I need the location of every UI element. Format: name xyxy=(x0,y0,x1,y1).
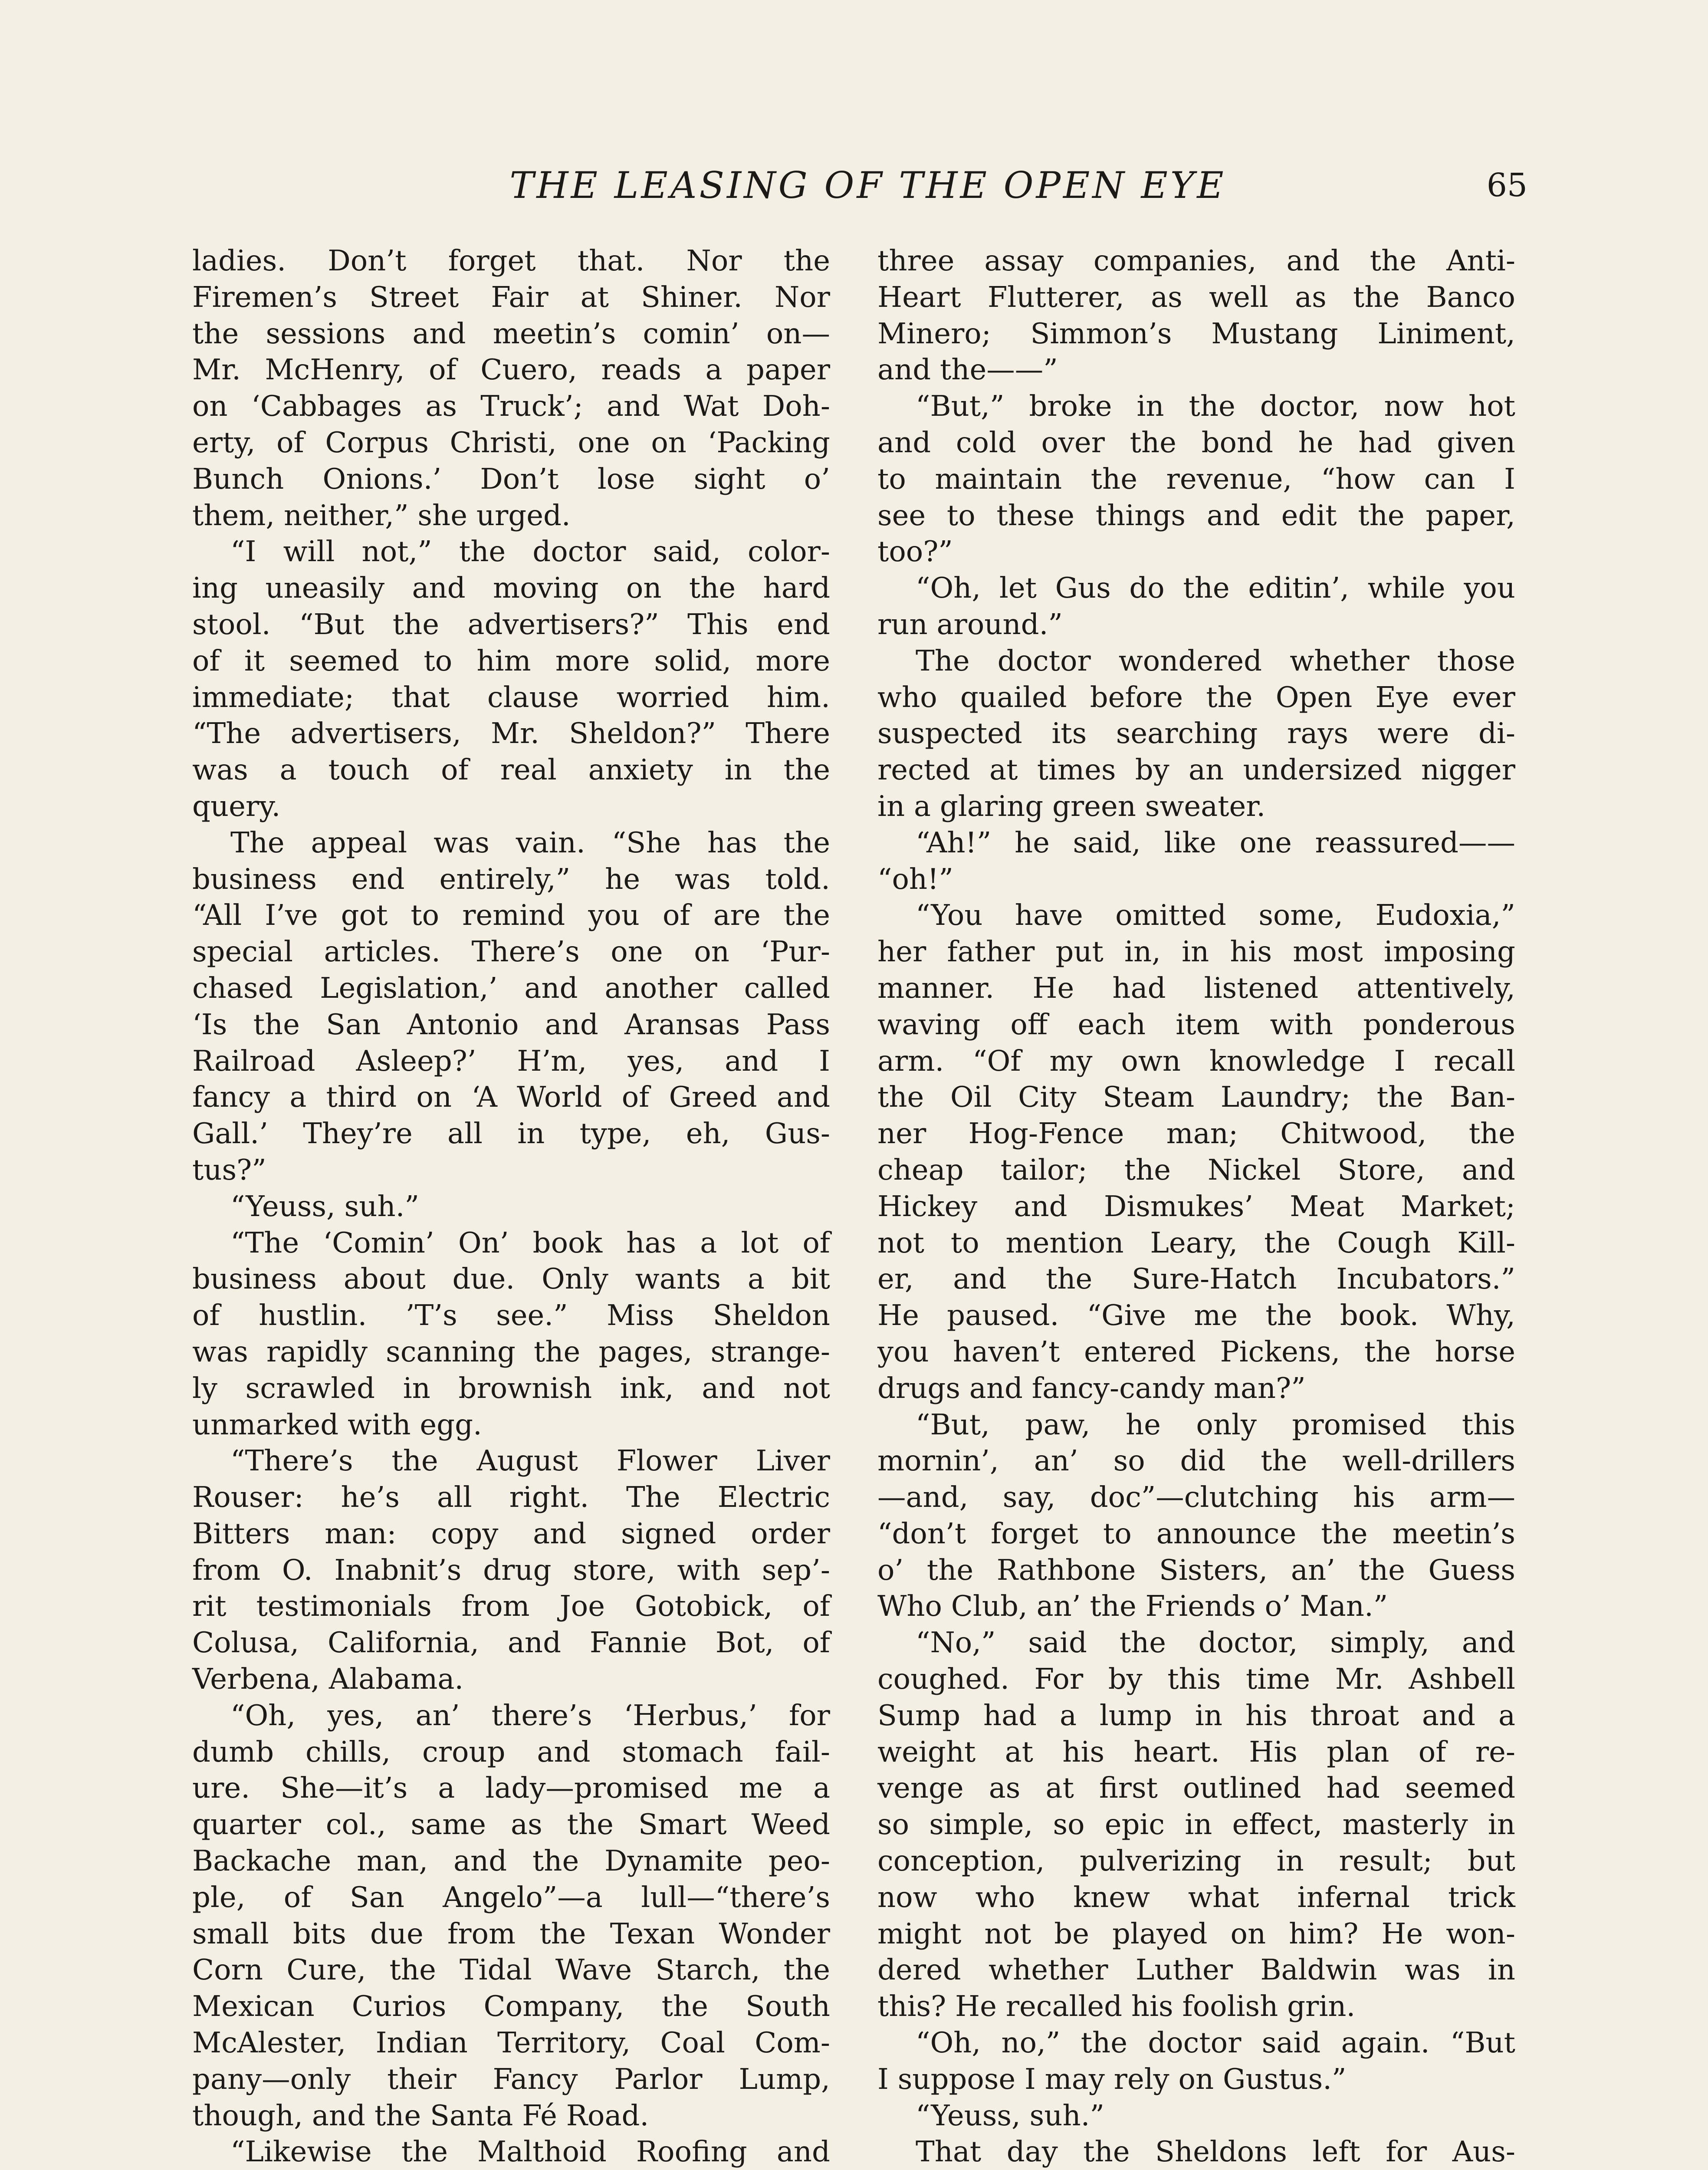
text-line: “The advertisers, Mr. Sheldon?” There xyxy=(192,717,830,750)
text-line: not to mention Leary, the Cough Kill- xyxy=(877,1226,1515,1259)
text-line: “But, paw, he only promised this xyxy=(916,1408,1515,1441)
text-line: fancy a third on ‘A World of Greed and xyxy=(192,1081,830,1114)
text-line: tus?” xyxy=(192,1153,266,1187)
text-line: chased Legislation,’ and another called xyxy=(192,971,830,1005)
text-line: “Likewise the Malthoid Roofing and xyxy=(230,2135,830,2169)
text-line: query. xyxy=(192,789,281,823)
text-line: ladies. Don’t forget that. Nor the xyxy=(192,244,830,277)
text-line: The doctor wondered whether those xyxy=(916,644,1515,677)
text-line: and cold over the bond he had given xyxy=(877,426,1515,459)
text-line: ner Hog-Fence man; Chitwood, the xyxy=(877,1117,1515,1151)
text-line: Heart Flutterer, as well as the Banco xyxy=(877,280,1515,314)
text-line: too?” xyxy=(877,535,953,569)
text-line: though, and the Santa Fé Road. xyxy=(192,2099,649,2132)
left-text-column xyxy=(192,243,830,2170)
text-line: them, neither,” she urged. xyxy=(192,499,571,532)
text-line: That day the Sheldons left for Aus- xyxy=(916,2135,1515,2169)
text-line: immediate; that clause worried him. xyxy=(192,681,830,714)
text-line: “But,” broke in the doctor, now hot xyxy=(916,390,1515,423)
text-line: Corn Cure, the Tidal Wave Starch, the xyxy=(192,1953,830,1987)
text-line: Verbena, Alabama. xyxy=(192,1663,464,1696)
text-line: on ‘Cabbages as Truck’; and Wat Doh- xyxy=(192,390,830,423)
text-line: —and, say, doc”—clutching his arm— xyxy=(877,1481,1515,1514)
text-line: arm. “Of my own knowledge I recall xyxy=(877,1044,1515,1078)
text-line: “Oh, yes, an’ there’s ‘Herbus,’ for xyxy=(230,1699,830,1732)
text-line: The appeal was vain. “She has the xyxy=(230,826,830,859)
text-line: “don’t forget to announce the meetin’s xyxy=(877,1517,1515,1550)
text-line: you haven’t entered Pickens, the horse xyxy=(877,1335,1515,1368)
text-line: conception, pulverizing in result; but xyxy=(877,1844,1515,1878)
page-number: 65 xyxy=(1486,167,1527,204)
text-line: “The ‘Comin’ On’ book has a lot of xyxy=(230,1226,830,1259)
text-line: ing uneasily and moving on the hard xyxy=(192,572,830,605)
text-line: ly scrawled in brownish ink, and not xyxy=(192,1371,830,1405)
text-line: Minero; Simmon’s Mustang Liniment, xyxy=(877,317,1515,350)
text-line: ‘Is the San Antonio and Aransas Pass xyxy=(192,1008,830,1041)
text-line: of hustlin. ’T’s see.” Miss Sheldon xyxy=(192,1299,830,1332)
text-line: so simple, so epic in effect, masterly in xyxy=(877,1808,1515,1841)
text-line: ure. She—it’s a lady—promised me a xyxy=(192,1772,830,1805)
text-line: Sump had a lump in his throat and a xyxy=(877,1699,1515,1732)
text-line: erty, of Corpus Christi, one on ‘Packing xyxy=(192,426,830,459)
text-line: might not be played on him? He won- xyxy=(877,1917,1515,1950)
text-line: coughed. For by this time Mr. Ashbell xyxy=(877,1663,1515,1696)
text-line: Colusa, California, and Fannie Bot, of xyxy=(192,1626,830,1660)
text-line: Hickey and Dismukes’ Meat Market; xyxy=(877,1190,1515,1223)
text-line: and the——” xyxy=(877,353,1058,387)
text-line: “Yeuss, suh.” xyxy=(916,2099,1104,2132)
text-line: special articles. There’s one on ‘Pur- xyxy=(192,935,830,969)
text-line: cheap tailor; the Nickel Store, and xyxy=(877,1153,1515,1187)
text-line: “There’s the August Flower Liver xyxy=(230,1444,830,1478)
text-line: suspected its searching rays were di- xyxy=(877,717,1515,750)
text-line: “Ah!” he said, like one reassured—— xyxy=(916,826,1515,859)
text-line: “Oh, let Gus do the editin’, while you xyxy=(916,572,1515,605)
text-line: now who knew what infernal trick xyxy=(877,1881,1515,1914)
text-line: ple, of San Angelo”—a lull—“there’s xyxy=(192,1881,830,1914)
text-line: business end entirely,” he was told. xyxy=(192,862,830,896)
text-line: “All I’ve got to remind you of are the xyxy=(192,899,830,932)
text-line: “I will not,” the doctor said, color- xyxy=(230,535,830,569)
text-line: “No,” said the doctor, simply, and xyxy=(916,1626,1515,1660)
text-line: this? He recalled his foolish grin. xyxy=(877,1990,1356,2023)
text-line: weight at his heart. His plan of re- xyxy=(877,1735,1515,1769)
text-line: dumb chills, croup and stomach fail- xyxy=(192,1735,830,1769)
text-line: “You have omitted some, Eudoxia,” xyxy=(916,899,1515,932)
text-line: of it seemed to him more solid, more xyxy=(192,644,830,677)
text-line: three assay companies, and the Anti- xyxy=(877,244,1515,277)
text-line: Rouser: he’s all right. The Electric xyxy=(192,1481,830,1514)
text-line: from O. Inabnit’s drug store, with sep’- xyxy=(192,1553,830,1587)
text-line: dered whether Luther Baldwin was in xyxy=(877,1953,1515,1987)
text-line: rit testimonials from Joe Gotobick, of xyxy=(192,1590,830,1623)
text-line: manner. He had listened attentively, xyxy=(877,971,1515,1005)
text-line: the sessions and meetin’s comin’ on— xyxy=(192,317,830,350)
text-line: pany—only their Fancy Parlor Lump, xyxy=(192,2062,830,2096)
running-title: THE LEASING OF THE OPEN EYE xyxy=(509,164,1226,207)
text-line: Gall.’ They’re all in type, eh, Gus- xyxy=(192,1117,830,1151)
text-line: mornin’, an’ so did the well-drillers xyxy=(877,1444,1515,1478)
text-line: I suppose I may rely on Gustus.” xyxy=(877,2062,1347,2096)
text-line: “oh!” xyxy=(877,862,953,896)
right-text-column xyxy=(877,243,1515,2170)
text-line: her father put in, in his most imposing xyxy=(877,935,1515,969)
text-line: was rapidly scanning the pages, strange- xyxy=(192,1335,830,1368)
text-line: McAlester, Indian Territory, Coal Com- xyxy=(192,2026,830,2060)
text-line: Mexican Curios Company, the South xyxy=(192,1990,830,2023)
text-line: Bunch Onions.’ Don’t lose sight o’ xyxy=(192,462,830,496)
text-line: Who Club, an’ the Friends o’ Man.” xyxy=(877,1590,1388,1623)
text-line: rected at times by an undersized nigger xyxy=(877,753,1515,787)
text-line: venge as at first outlined had seemed xyxy=(877,1772,1515,1805)
text-line: small bits due from the Texan Wonder xyxy=(192,1917,830,1950)
text-line: He paused. “Give me the book. Why, xyxy=(877,1299,1515,1332)
text-line: “Oh, no,” the doctor said again. “But xyxy=(916,2026,1515,2060)
text-line: unmarked with egg. xyxy=(192,1408,482,1441)
text-line: waving off each item with ponderous xyxy=(877,1008,1515,1041)
text-line: see to these things and edit the paper, xyxy=(877,499,1515,532)
text-line: “Yeuss, suh.” xyxy=(230,1190,419,1223)
text-line: drugs and fancy-candy man?” xyxy=(877,1371,1306,1405)
text-line: to maintain the revenue, “how can I xyxy=(877,462,1515,496)
text-line: er, and the Sure-Hatch Incubators.” xyxy=(877,1263,1515,1296)
text-line: the Oil City Steam Laundry; the Ban- xyxy=(877,1081,1515,1114)
text-line: stool. “But the advertisers?” This end xyxy=(192,608,830,641)
text-line: Mr. McHenry, of Cuero, reads a paper xyxy=(192,353,830,387)
text-line: in a glaring green sweater. xyxy=(877,789,1266,823)
text-line: run around.” xyxy=(877,608,1063,641)
text-line: o’ the Rathbone Sisters, an’ the Guess xyxy=(877,1553,1515,1587)
text-line: business about due. Only wants a bit xyxy=(192,1263,830,1296)
text-line: was a touch of real anxiety in the xyxy=(192,753,830,787)
text-line: Railroad Asleep?’ H’m, yes, and I xyxy=(192,1044,830,1078)
text-line: Firemen’s Street Fair at Shiner. Nor xyxy=(192,280,830,314)
text-line: Bitters man: copy and signed order xyxy=(192,1517,830,1550)
text-line: who quailed before the Open Eye ever xyxy=(877,681,1515,714)
text-line: Backache man, and the Dynamite peo- xyxy=(192,1844,830,1878)
text-line: quarter col., same as the Smart Weed xyxy=(192,1808,830,1841)
